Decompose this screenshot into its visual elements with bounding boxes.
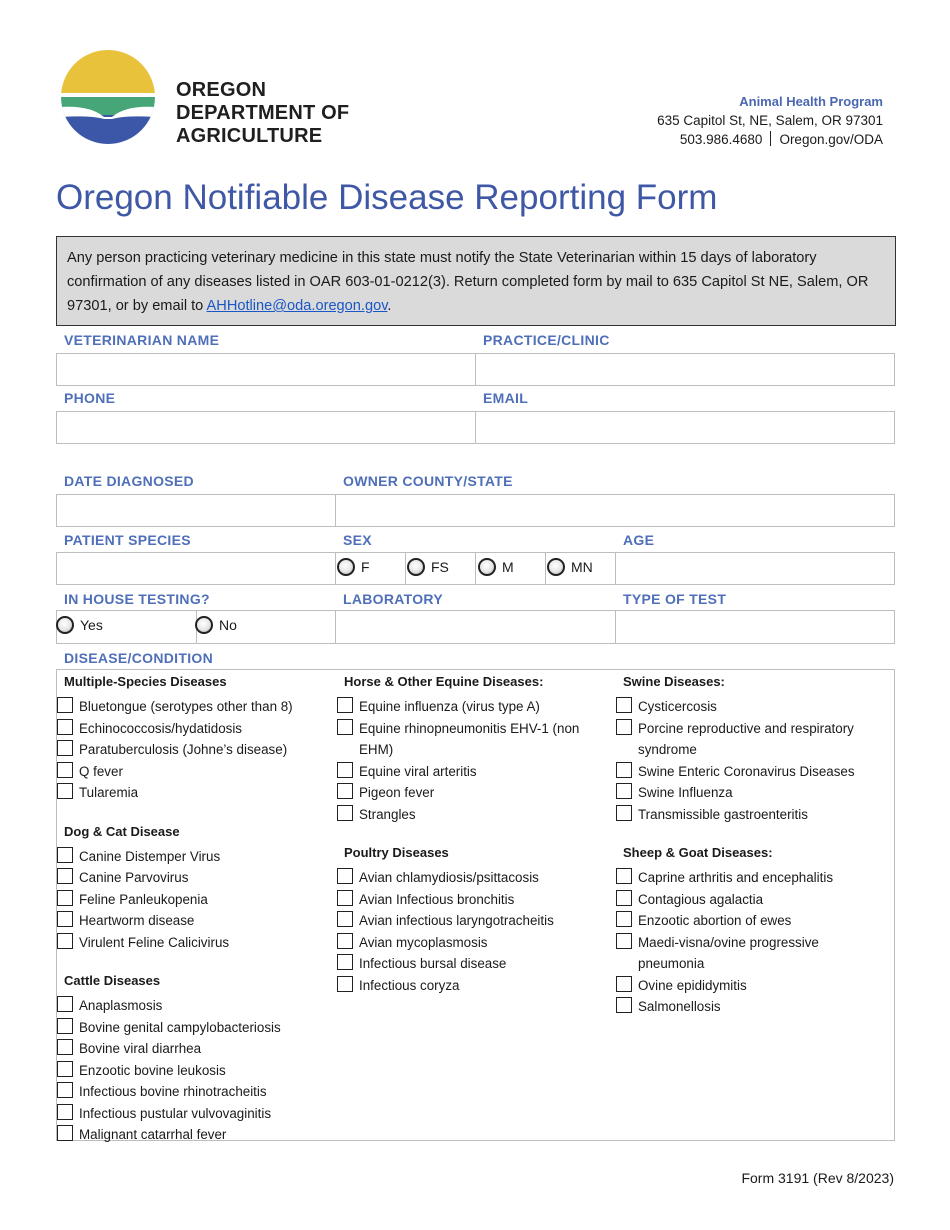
checkbox-icon[interactable] xyxy=(616,805,632,821)
disease-item[interactable] xyxy=(336,761,606,783)
disease-item-label: Echinococcosis/hydatidosis xyxy=(79,720,243,736)
disease-item[interactable] xyxy=(56,1103,326,1125)
disease-item[interactable] xyxy=(56,910,326,932)
sex-option-label: M xyxy=(502,559,514,575)
checkbox-icon[interactable] xyxy=(616,719,632,735)
disease-item-label: Equine rhinopneumonitis EHV-1 (non EHM) xyxy=(359,720,580,757)
checkbox-icon[interactable] xyxy=(616,933,632,949)
sex-radio-m[interactable] xyxy=(478,558,514,576)
checkbox-icon[interactable] xyxy=(337,868,353,884)
checkbox-icon[interactable] xyxy=(57,1125,73,1141)
disease-item[interactable] xyxy=(615,932,885,975)
species-label: PATIENT SPECIES xyxy=(64,532,191,548)
disease-item[interactable] xyxy=(336,867,606,889)
group-spacer xyxy=(56,804,326,824)
disease-item[interactable] xyxy=(56,1017,326,1039)
form-number: Form 3191 (Rev 8/2023) xyxy=(741,1170,894,1186)
disease-item-label: Pigeon fever xyxy=(359,785,435,800)
disease-item[interactable] xyxy=(56,846,326,868)
disease-item[interactable] xyxy=(615,910,885,932)
disease-item-label: Caprine arthritis and encephalitis xyxy=(638,870,834,885)
sex-radio-fs[interactable] xyxy=(407,558,449,576)
disease-item[interactable] xyxy=(615,782,885,804)
disease-item-label: Bovine viral diarrhea xyxy=(79,1041,202,1056)
notice-box xyxy=(56,236,896,326)
program-name: Animal Health Program xyxy=(739,94,883,109)
disease-item-label: Infectious pustular vulvovaginitis xyxy=(79,1105,272,1121)
disease-column-3 xyxy=(615,674,885,1018)
email-link[interactable]: AHHotline@oda.oregon.gov xyxy=(206,298,388,314)
disease-item-label: Enzootic bovine leukosis xyxy=(79,1062,226,1078)
radio-icon[interactable] xyxy=(478,558,496,576)
agency-line-1: OREGON xyxy=(176,79,267,101)
disease-item-label: Canine Parvovirus xyxy=(79,870,189,885)
disease-item-label: Malignant catarrhal fever xyxy=(79,1127,227,1142)
disease-item-label: Canine Distemper Virus xyxy=(79,848,221,864)
disease-item[interactable] xyxy=(56,932,326,954)
phone-number: 503.986.4680 xyxy=(679,132,763,147)
checkbox-icon[interactable] xyxy=(337,805,353,821)
checkbox-icon[interactable] xyxy=(337,954,353,970)
owner-county-label: OWNER COUNTY/STATE xyxy=(343,473,513,489)
checkbox-icon[interactable] xyxy=(616,762,632,778)
agency-name xyxy=(176,79,349,148)
checkbox-icon[interactable] xyxy=(57,1018,73,1034)
group-spacer xyxy=(336,825,606,845)
sex-label: SEX xyxy=(343,532,372,548)
checkbox-icon[interactable] xyxy=(57,996,73,1012)
checkbox-icon[interactable] xyxy=(57,1039,73,1055)
disease-item[interactable] xyxy=(56,1038,326,1060)
radio-icon[interactable] xyxy=(337,558,355,576)
disease-item[interactable] xyxy=(336,975,606,997)
contact-block xyxy=(657,92,883,149)
address: 635 Capitol St, NE, Salem, OR 97301 xyxy=(657,113,883,128)
in-house-option-label: No xyxy=(219,617,237,633)
disease-item-label: Equine viral arteritis xyxy=(359,763,477,779)
in-house-radio-yes[interactable] xyxy=(56,616,103,634)
disease-item-label: Transmissible gastroenteritis xyxy=(638,806,808,822)
checkbox-icon[interactable] xyxy=(616,697,632,713)
disease-item[interactable] xyxy=(56,889,326,911)
checkbox-icon[interactable] xyxy=(57,911,73,927)
radio-icon[interactable] xyxy=(407,558,425,576)
notice-text: Any person practicing veterinary medicine in this state must notify the State Veterinarian within 15 days of laboratory confirmation of any diseases listed in OAR 603-01-0212(3). Return completed form by mail to 635 Capitol St NE, Salem, OR 97301, or by email to xyxy=(67,250,869,314)
radio-icon[interactable] xyxy=(547,558,565,576)
disease-column-2 xyxy=(336,674,606,996)
disease-item[interactable] xyxy=(336,889,606,911)
disease-item[interactable] xyxy=(615,975,885,997)
disease-item-label: Heartworm disease xyxy=(79,913,195,928)
vet-name-label: VETERINARIAN NAME xyxy=(64,332,220,348)
in-house-radio-no[interactable] xyxy=(195,616,237,634)
disease-group-title: Poultry Diseases xyxy=(344,845,449,860)
checkbox-icon[interactable] xyxy=(337,719,353,735)
sex-option-label: F xyxy=(361,559,370,575)
disease-item-label: Feline Panleukopenia xyxy=(79,891,208,907)
group-spacer xyxy=(615,825,885,845)
disease-item-label: Tularemia xyxy=(79,785,139,800)
disease-item-label: Salmonellosis xyxy=(638,999,721,1014)
checkbox-icon[interactable] xyxy=(57,762,73,778)
disease-group-title: Cattle Diseases xyxy=(64,973,161,988)
disease-item[interactable] xyxy=(56,995,326,1017)
disease-item[interactable] xyxy=(56,1124,326,1146)
oda-logo-icon xyxy=(60,49,156,145)
age-label: AGE xyxy=(623,532,655,548)
disease-item[interactable] xyxy=(336,910,606,932)
checkbox-icon[interactable] xyxy=(57,740,73,756)
date-diagnosed-input[interactable] xyxy=(56,494,336,527)
disease-item[interactable] xyxy=(615,867,885,889)
disease-item[interactable] xyxy=(336,696,606,718)
disease-item-label: Avian chlamydiosis/psittacosis xyxy=(359,870,539,885)
sex-radio-mn[interactable] xyxy=(547,558,593,576)
radio-icon[interactable] xyxy=(195,616,213,634)
in-house-label: IN HOUSE TESTING? xyxy=(64,591,210,607)
disease-item-label: Infectious bursal disease xyxy=(359,956,507,971)
disease-item-label: Anaplasmosis xyxy=(79,998,163,1013)
disease-item[interactable] xyxy=(56,782,326,804)
group-spacer xyxy=(56,953,326,973)
disease-item-label: Enzootic abortion of ewes xyxy=(638,913,792,928)
disease-item-label: Swine Influenza xyxy=(638,785,733,800)
disease-item-label: Infectious coryza xyxy=(359,977,460,993)
checkbox-icon[interactable] xyxy=(337,890,353,906)
checkbox-icon[interactable] xyxy=(337,697,353,713)
disease-item-label: Infectious bovine rhinotracheitis xyxy=(79,1084,267,1099)
checkbox-icon[interactable] xyxy=(616,997,632,1013)
email-input[interactable] xyxy=(475,411,895,444)
disease-column-1 xyxy=(56,674,326,1146)
email-label: EMAIL xyxy=(483,390,529,406)
disease-item[interactable] xyxy=(336,953,606,975)
disease-item[interactable] xyxy=(56,1081,326,1103)
vet-name-input[interactable] xyxy=(56,353,476,386)
disease-label: DISEASE/CONDITION xyxy=(64,650,214,666)
sex-radio-f[interactable] xyxy=(337,558,370,576)
sex-option-label: FS xyxy=(431,559,449,575)
disease-group-title: Swine Diseases: xyxy=(623,674,725,689)
test-type-label: TYPE OF TEST xyxy=(623,591,727,607)
notice-end: . xyxy=(387,298,392,314)
disease-item-label: Strangles xyxy=(359,806,416,822)
in-house-option-label: Yes xyxy=(80,617,103,633)
checkbox-icon[interactable] xyxy=(337,976,353,992)
disease-item-label: Q fever xyxy=(79,763,123,779)
radio-icon[interactable] xyxy=(56,616,74,634)
phone-label: PHONE xyxy=(64,390,116,406)
disease-item[interactable] xyxy=(56,867,326,889)
disease-item[interactable] xyxy=(615,696,885,718)
disease-group-title: Sheep & Goat Diseases: xyxy=(623,845,773,860)
phone-input[interactable] xyxy=(56,411,476,444)
disease-item[interactable] xyxy=(56,718,326,740)
checkbox-icon[interactable] xyxy=(616,976,632,992)
disease-item[interactable] xyxy=(56,696,326,718)
practice-input[interactable] xyxy=(475,353,895,386)
test-type-input[interactable] xyxy=(615,610,895,644)
disease-item[interactable] xyxy=(615,804,885,826)
disease-item-label: Paratuberculosis (Johne’s disease) xyxy=(79,742,288,757)
species-input[interactable] xyxy=(56,552,336,585)
disease-item-label: Bluetongue (serotypes other than 8) xyxy=(79,699,293,714)
checkbox-icon[interactable] xyxy=(616,868,632,884)
checkbox-icon[interactable] xyxy=(337,762,353,778)
laboratory-label: LABORATORY xyxy=(343,591,443,607)
disease-item-label: Cysticercosis xyxy=(638,699,717,714)
disease-item[interactable] xyxy=(336,782,606,804)
checkbox-icon[interactable] xyxy=(57,783,73,799)
checkbox-icon[interactable] xyxy=(57,719,73,735)
disease-item[interactable] xyxy=(336,932,606,954)
checkbox-icon[interactable] xyxy=(57,1061,73,1077)
disease-group-title: Multiple-Species Diseases xyxy=(64,674,227,689)
disease-item-label: Porcine reproductive and respiratory syndrome xyxy=(638,720,854,757)
checkbox-icon[interactable] xyxy=(616,783,632,799)
disease-item-label: Maedi-visna/ovine progressive pneumonia xyxy=(638,934,819,971)
checkbox-icon[interactable] xyxy=(616,911,632,927)
disease-item-label: Bovine genital campylobacteriosis xyxy=(79,1019,281,1035)
disease-item[interactable] xyxy=(615,889,885,911)
age-input[interactable] xyxy=(615,552,895,585)
disease-item-label: Contagious agalactia xyxy=(638,891,764,907)
disease-item[interactable] xyxy=(336,718,606,761)
disease-item[interactable] xyxy=(56,761,326,783)
divider xyxy=(770,131,771,146)
checkbox-icon[interactable] xyxy=(57,1082,73,1098)
agency-line-3: AGRICULTURE xyxy=(176,125,323,147)
disease-item[interactable] xyxy=(56,739,326,761)
disease-item[interactable] xyxy=(615,761,885,783)
disease-item-label: Virulent Feline Calicivirus xyxy=(79,934,230,950)
disease-item-label: Avian Infectious bronchitis xyxy=(359,891,515,907)
disease-item-label: Equine influenza (virus type A) xyxy=(359,699,540,714)
disease-item[interactable] xyxy=(336,804,606,826)
disease-item-label: Ovine epididymitis xyxy=(638,977,747,993)
checkbox-icon[interactable] xyxy=(57,933,73,949)
checkbox-icon[interactable] xyxy=(337,933,353,949)
checkbox-icon[interactable] xyxy=(57,1104,73,1120)
checkbox-icon[interactable] xyxy=(57,697,73,713)
checkbox-icon[interactable] xyxy=(616,890,632,906)
disease-item[interactable] xyxy=(615,996,885,1018)
checkbox-icon[interactable] xyxy=(337,783,353,799)
page-title: Oregon Notifiable Disease Reporting Form xyxy=(56,178,718,217)
practice-label: PRACTICE/CLINIC xyxy=(483,332,610,348)
disease-item-label: Swine Enteric Coronavirus Diseases xyxy=(638,763,855,779)
website: Oregon.gov/ODA xyxy=(779,132,883,147)
checkbox-icon[interactable] xyxy=(57,890,73,906)
sex-option-label: MN xyxy=(571,559,593,575)
disease-group-title: Horse & Other Equine Diseases: xyxy=(344,674,544,689)
owner-county-input[interactable] xyxy=(335,494,895,527)
disease-item[interactable] xyxy=(615,718,885,761)
laboratory-input[interactable] xyxy=(335,610,616,644)
disease-item[interactable] xyxy=(56,1060,326,1082)
disease-group-title: Dog & Cat Disease xyxy=(64,823,180,839)
checkbox-icon[interactable] xyxy=(337,911,353,927)
date-diagnosed-label: DATE DIAGNOSED xyxy=(64,473,194,489)
agency-line-2: DEPARTMENT OF xyxy=(176,102,350,124)
checkbox-icon[interactable] xyxy=(57,847,73,863)
disease-item-label: Avian mycoplasmosis xyxy=(359,934,488,950)
checkbox-icon[interactable] xyxy=(57,868,73,884)
disease-item-label: Avian infectious laryngotracheitis xyxy=(359,913,554,928)
